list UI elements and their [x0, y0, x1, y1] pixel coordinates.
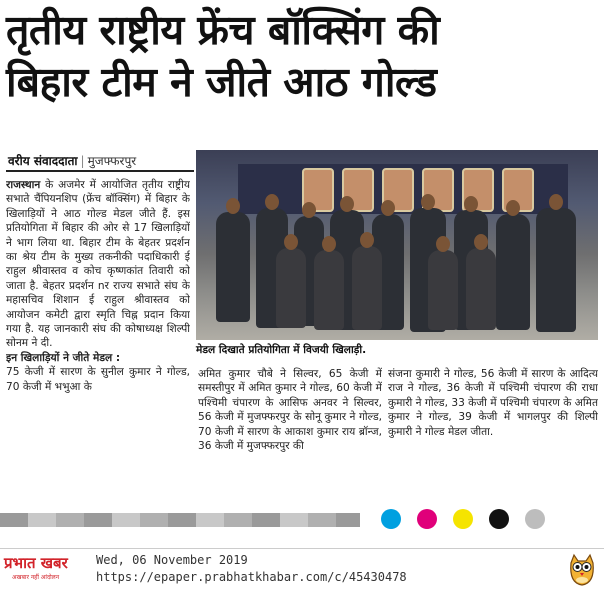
print-color-bar	[0, 508, 604, 530]
team-photo	[196, 150, 598, 340]
black-registration-mark	[489, 509, 509, 529]
byline-place: मुजफ्फरपुर	[87, 154, 137, 168]
byline-reporter: वरीय संवाददाता	[8, 154, 78, 168]
headline	[6, 4, 598, 108]
athlete-figure	[466, 248, 496, 330]
lead-text: के अजमेर में आयोजित तृतीय राष्ट्रीय सभाते चैंपियनशिप (फ्रेंच बॉक्सिंग) में बिहार के खिलाड़ियों ने आठ गोल्ड मेडल जीते हैं. इस प्रतियोगिता में बिहार की ओर से 17 खिलाड़ियों ने भाग लिया था. बिहार टीम के बेहतर प्रदर्शन का श्रेय टीम के मुख्य तकनीकी पदाधिकारी ई राहुल श्रीवास्तव व कोच कृष्णकांत तिवारी को जाता है. बेहतर प्रदर्शन nर राज्य सभाते संघ के महासचिव शिशान ई राहुल श्रीवास्तव को आयोजन कमेटी द्वारा स्मृति चिह्न प्रदान किया गया है. यह जानकारी संघ की कोषाध्यक्ष शिल्पी सोनम ने दी.	[6, 179, 190, 350]
athlete-figure	[276, 248, 306, 328]
owl-mascot-icon	[568, 553, 596, 587]
athlete-figure	[496, 214, 530, 330]
medal-subhead: इन खिलाड़ियों ने जीते मेडल :	[6, 351, 121, 364]
article-column-1	[6, 178, 190, 498]
magenta-registration-mark	[417, 509, 437, 529]
lead-dateline: राजस्थान	[6, 179, 41, 191]
photo-caption: मेडल दिखाते प्रतियोगिता में विजयी खिलाड़ी.	[196, 344, 367, 356]
athlete-figure	[352, 246, 382, 330]
logo-tagline: अखबार नहीं आंदोलन	[12, 574, 60, 581]
column-2-text: अमित कुमार चौबे ने सिल्वर, 65 केजी में समस्तीपुर में अमित कुमार ने गोल्ड, 60 केजी में पश्चिमी चंपारण के आसिफ अनवर ने सिल्वर, 56 केजी में मुजफ्फरपुर के सोनू कुमार ने गोल्ड, 70 केजी में सारण के आकाश कुमार राय ब्रॉन्ज, 36 केजी में मुजफ्फरपुर की	[198, 368, 382, 453]
article-column-2	[198, 367, 382, 503]
athlete-figure	[428, 250, 458, 330]
athlete-figure	[536, 208, 576, 332]
byline	[8, 152, 136, 169]
byline-separator: |	[80, 154, 85, 168]
article-lead-paragraph	[6, 178, 190, 351]
yellow-registration-mark	[453, 509, 473, 529]
headline-line-2: बिहार टीम ने जीते आठ गोल्ड	[6, 58, 437, 106]
edition-date: Wed, 06 November 2019	[96, 553, 248, 567]
epaper-footer	[0, 548, 604, 593]
gray-registration-mark	[525, 509, 545, 529]
headline-line-1: तृतीय राष्ट्रीय फ्रेंच बॉक्सिंग की	[6, 6, 440, 54]
gray-scale-strip	[0, 513, 360, 527]
athlete-figure	[314, 250, 344, 330]
cyan-registration-mark	[381, 509, 401, 529]
column-3-text: संजना कुमारी ने गोल्ड, 56 केजी में सारण के आदित्य राज ने गोल्ड, 36 केजी में पश्चिमी चंपारण की राधा कुमारी ने गोल्ड, 33 केजी में पश्चिमी चंपारण के अमित कुमार ने गोल्ड, 39 केजी में भागलपुर की शिल्पी कुमारी ने गोल्ड मेडल जीता.	[388, 368, 598, 438]
prabhat-khabar-logo[interactable]: प्रभात खबर	[4, 554, 68, 572]
athlete-figure	[216, 212, 250, 322]
column-1-tail: 75 केजी में सारण के सुनील कुमार ने गोल्ड, 70 केजी में भभुआ के	[6, 366, 190, 393]
epaper-url-link[interactable]: https://epaper.prabhatkhabar.com/c/45430478	[96, 570, 407, 584]
article-column-3	[388, 367, 598, 503]
byline-rule	[6, 170, 194, 172]
